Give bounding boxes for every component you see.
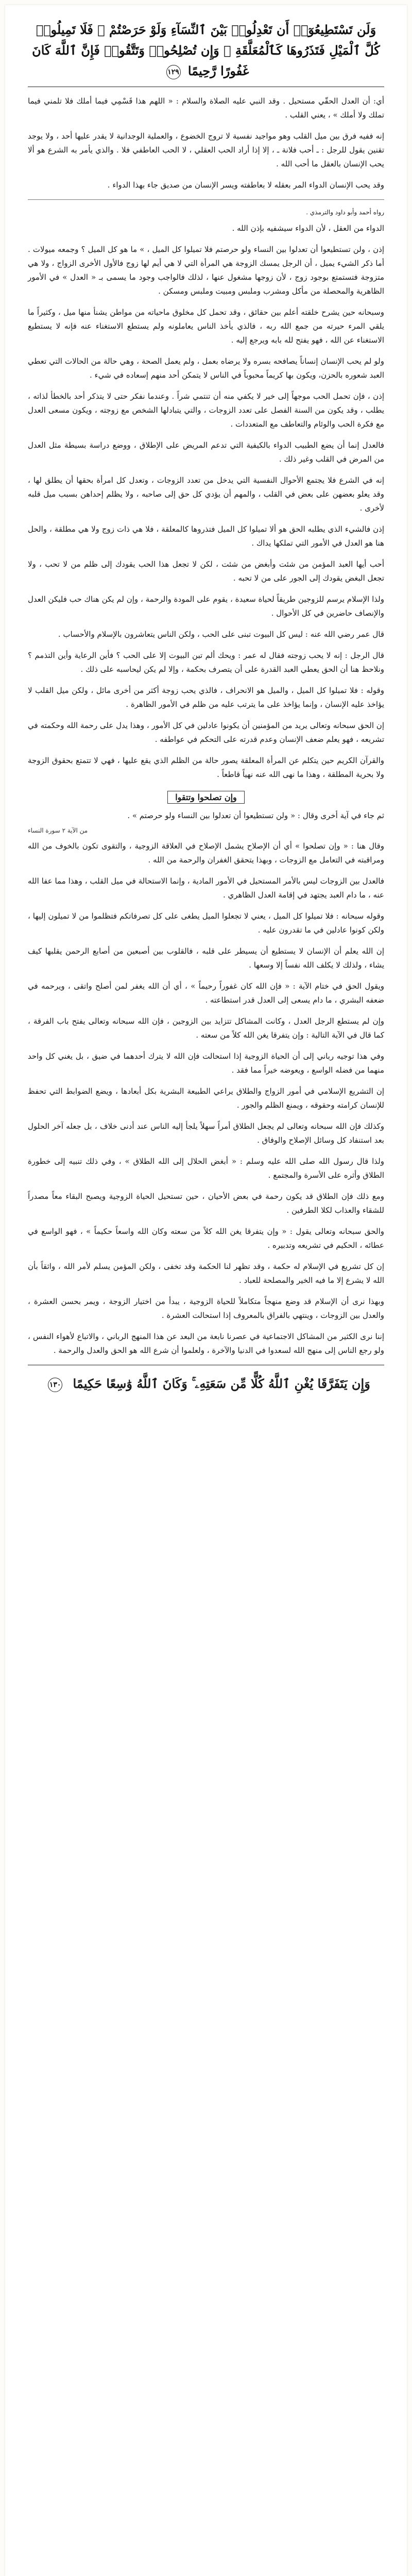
paragraph: ثم جاء في آية أخرى وقال : « ولن تستطيعوا أن تعدلوا بين النساء ولو حرصتم » . xyxy=(127,811,384,820)
paragraph: وقوله : فلا تميلوا كل الميل ، والميل هو الانحراف ، فالذي يحب زوجة أكثر من أخرى مائل ، ولكن ميل القلب لا يؤاخذ عليه الإنسان ، وإنما يؤاخذ على ما يترتب عليه من ظلم في الأمور الظاهرة . xyxy=(28,686,384,709)
paragraph: وسبحانه حين يشرح خلقته أعلم بين حقائق ، وقد تحمل كل مخلوق ماحياته من مواطن يشنأ منها ميل ، وكثيراً ما يلقي المرء حيرته من جمع الله ربه ، فالذي يأخذ الناس يعاملونه ولم يستطع الاستغناء عنه فإنه لا يستطيع الاستغناء عن الله ، فهو يفتح لله بابه ويرجع إليه . xyxy=(28,308,384,345)
paragraph: إذن ، فإن تحمل الحب موجهاً إلى خير لا يكفي منه أن تنتمي شراً . وعندما نفكر حتى لا يتذكر أحد بالخطأ لذاته ، يطلب ، وقد يكون من السنة الفصل على تعدد الزوجات ، والتي يتبادلها الشخص مع زوجته ، ويكون مسعى العدل مع فكرة الحب والوئام والتعاطف مع المتعددات . xyxy=(28,392,384,429)
verse-top-text: وَلَن تَسْتَطِيعُوٓا۟ أَن تَعْدِلُوا۟ بَيْنَ ٱلنِّسَآءِ وَلَوْ حَرَصْتُمْ ۖ فَلَا تَمِيلُوا۟ كُلَّ ٱلْمَيْلِ فَتَذَرُوهَا كَٱلْمُعَلَّقَةِ ۚ وَإِن تُصْلِحُوا۟ وَتَتَّقُوا۟ فَإِنَّ ٱللَّهَ كَانَ غَفُورًا رَّحِيمًا xyxy=(32,22,380,78)
paragraph: فالعدل بين الزوجات ليس بالأمر المستحيل في الأمور المادية ، وإنما الاستحالة في ميل القلب ، وهذا مما عفا الله عنه ، ما دام العبد يجتهد في إقامة العدل الظاهري . xyxy=(28,876,384,900)
paragraph: فالعدل إنما أن يضع الطبيب الدواء بالكيفية التي تدعم المريض على الإطلاق ، ووضع دراسة بسيطة مثل العدل من المرض في القلب وغير ذلك . xyxy=(28,440,384,464)
paragraph: والحق سبحانه وتعالى يقول : « وإن يتفرقا يغن الله كلاً من سعته وكان الله واسعاً حكيماً » ، فهو الواسع في عطائه ، الحكيم في تشريعه وتدبيره . xyxy=(28,1227,384,1250)
paragraph: ومع ذلك فإن الطلاق قد يكون رحمة في بعض الأحيان ، حين تستحيل الحياة الزوجية ويصبح البقاء معاً مصدراً للشقاء والعذاب لكلا الطرفين . xyxy=(28,1192,384,1215)
paragraph-intro-2: إنه ففيه فرق بين ميل القلب وهو مواجيد نفسية لا تروج الخضوع ، والعملية الوجدانية لا يقدر عليها أحد ، ولا يوجد تقنين يقول للرجل : ـ أحب فلانة ـ ، إلا إذا أراد الحب العقلي ، لا الحب العاطفي فلا . والذي يأمر به الشرع هو ألا يحب الإنسان بالعقل ما أحب الله . xyxy=(28,131,384,168)
paragraph: ولو لم يحب الإنسان إنساناً يصافحه بسره ولا يرضاه بعمل ، ولم يعمل الصحة ، وهي حالة من الحالات التي تعطي العبد شعوره بالحزن، ويكون بها كريماً محبوباً في الناس لا يتمكن أحد منهم إسعاده في شيء . xyxy=(28,357,384,380)
paragraph: وقال هنا : « وإن تصلحوا » أي أن الإصلاح يشمل الإصلاح في العلاقة الزوجية ، والتقوى تكون بالخوف من الله ومراقبته في التعامل مع الزوجات ، وبهذا يتحقق الغفران والرحمة من الله . xyxy=(28,841,384,865)
paragraph-intro: أي: أن العدل الحقّي مستحيل . وقد النبي عليه الصلاة والسلام : « اللهم هذا قَسْمِي فيما أملك فلا تلمني فيما تملك ولا أملك » ، يعني القلب . xyxy=(28,96,384,120)
paragraph: إذن ، ولن تستطيعوا أن تعدلوا بين النساء ولو حرصتم فلا تميلوا كل الميل ، » ما هو كل الميل ؟ وجمعه ميولات . أما ذكر الشيء يميل ، أن الرجل يمسك الزوجة هي المرأة التي لا هي أيم لها زوج فالأول الأخرى الزواج ، ولا هي متزوجة فتستمتع بوجود زوج ، لأن زوجها مشغول عنها ، لذلك فالواجب وجود ما يسمى بـ « العدل » في الأمور الظاهرية والمحصلة من مأكل ومشرب وملبس ومبيت وملبس ومسكن . xyxy=(28,245,384,296)
footnote-divider xyxy=(28,199,384,200)
paragraph: أحب أيها العبد المؤمن من شئت وأبغض من شئت ، لكن لا تجعل هذا الحب يقودك إلى ظلم من لا تحب ، ولا تجعل البغض يقودك إلى الجور على من لا تحبه . xyxy=(28,560,384,583)
section-banner: وإن تصلحوا وتتقوا xyxy=(167,791,245,804)
verse-number-mark: ١٢٩ xyxy=(166,65,181,79)
paragraph: قال الرجل : إنه لا يحب زوجته فقال له عمر : ويحك ألم تبن البيوت إلا على الحب ؟ فأين الرعاية وأين التذمم ؟ ونلاحظ هنا أن الحق يعطي العبد القدرة على أن يتصرف بحكمة ، وإلا لم يكن ليحاسبه على ذلك . xyxy=(28,651,384,674)
paragraph: إن الحق سبحانه وتعالى يريد من المؤمنين أن يكونوا عادلين في كل الأمور ، وهذا يدل على رحمة الله وحكمته في تشريعه ، فهو يعلم ضعف الإنسان وعدم قدرته على التحكم في عواطفه . xyxy=(28,721,384,744)
paragraph: والقرآن الكريم حين يتكلم عن المرأة المعلقة يصور حالة من الظلم الذي يقع عليها ، فهي لا تتمتع بحقوق الزوجة ولا بحرية المطلقة ، وهذا ما نهى الله عنه نهياً قاطعاً . xyxy=(28,756,384,779)
paragraph: ولذا قال رسول الله صلى الله عليه وسلم : « أبغض الحلال إلى الله الطلاق » ، وفي ذلك تنبيه إلى خطورة الطلاق وأثره على الأسرة والمجتمع . xyxy=(28,1157,384,1180)
paragraph: إن كل تشريع في الإسلام له حكمة ، وقد تظهر لنا الحكمة وقد تخفى ، ولكن المؤمن يسلم لأمر الله ، واثقاً بأن الله لا يشرع إلا ما فيه الخير والمصلحة للعباد . xyxy=(28,1262,384,1285)
paragraph: وإن لم يستطع الرجل العدل ، وكانت المشاكل تتزايد بين الزوجين ، فإن الله سبحانه وتعالى يفتح باب الفرقة ، كما قال في الآية التالية : وإن يتفرقا يغن الله كلاً من سعته . xyxy=(28,1016,384,1040)
paragraph: إذن فالشيء الذي يطلبه الحق هو ألا تميلوا كل الميل فتذروها كالمعلقة ، فلا هي ذات زوج ولا هي مطلقة ، والحل هنا هو العدل في الأمور التي تملكها يداك . xyxy=(28,524,384,548)
paragraph: إنه في الشرع فلا يجتمع الأحوال النفسية التي يدخل من تعدد الزوجات ، وتعدل كل امرأة بحقها أن يطلق لها ، وقد يعلو بعضهن على بعض في القلب ، والمهم أن يؤدي كل حق إلى صاحبه ، ولا يظلم إحداهن بسبب ميل قلبه لأخرى . xyxy=(28,476,384,513)
paragraph: إن الله يعلم أن الإنسان لا يستطيع أن يسيطر على قلبه ، فالقلوب بين أصبعين من أصابع الرحمن يقلبها كيف يشاء ، ولذلك لا يكلف الله نفساً إلا وسعها . xyxy=(28,946,384,970)
quran-verse-bottom xyxy=(32,1372,380,1395)
footnote: رواه أحمد وأبو داود والترمذي . xyxy=(306,209,384,216)
paragraph: وبهذا نرى أن الإسلام قد وضع منهجاً متكاملاً للحياة الزوجية ، يبدأ من اختيار الزوجة ، ويمر بحسن العشرة ، والعدل بين الزوجات ، وينتهي بالفراق بالمعروف إذا استحالت العشرة . xyxy=(28,1297,384,1320)
paragraph: قال عمر رضي الله عنه : ليس كل البيوت تبنى على الحب ، ولكن الناس يتعاشرون بالإسلام والأحساب . xyxy=(58,630,384,639)
verse-number-mark: ١٣٠ xyxy=(48,1378,62,1392)
section-banner-wrap xyxy=(28,789,384,809)
verse-reference: من الآية ٢ سورة النساء xyxy=(28,827,88,834)
paragraph: إننا نرى الكثير من المشاكل الاجتماعية في عصرنا نابعة من البعد عن هذا المنهج الرباني ، والاتباع لأهواء النفس ، ولو رجع الناس إلى منهج الله لسعدوا في الدنيا والآخرة ، ولعلموا أن شرع الله هو الحق والعدل والرحمة . xyxy=(28,1332,384,1355)
paragraph: وقوله سبحانه : فلا تميلوا كل الميل ، يعني لا تجعلوا الميل يطغى على كل تصرفاتكم فتظلموا من لا تميلون إليها ، ولكن كونوا عادلين في ما تقدرون عليه . xyxy=(28,911,384,935)
paragraph: إن التشريع الإسلامي في أمور الزواج والطلاق يراعي الطبيعة البشرية بكل أبعادها ، ويضع الضوابط التي تحفظ للإنسان كرامته وحقوقه ، ويمنع الظلم والجور . xyxy=(28,1087,384,1110)
quran-verse-top xyxy=(31,20,381,81)
paragraph-intro-3: وقد يحب الإنسان الدواء المر بعقله لا بعاطفته ويسر الإنسان من صديق جاء بهذا الدواء . xyxy=(107,180,384,190)
document-page xyxy=(5,5,407,2576)
paragraph: الدواء من العقل ، لأن الدواء سيشفيه بإذن الله . xyxy=(232,224,384,233)
verse-bottom-text: وَإِن يَتَفَرَّقَا يُغْنِ ٱللَّهُ كُلًّا مِّن سَعَتِهِۦ ۚ وَكَانَ ٱللَّهُ وَٰسِعًا حَكِيمًا xyxy=(73,1376,370,1391)
paragraph: وفي هذا توجيه رباني إلى أن الحياة الزوجية إذا استحالت فإن الله لا يترك أحدهما في ضيق ، بل يغني كل واحد منهما من فضله الواسع ، ويعوضه خيراً مما فقد . xyxy=(28,1052,384,1075)
paragraph: ولذا الإسلام يرسم للزوجين طريقاً لحياة سعيدة ، يقوم على المودة والرحمة ، وإن لم يكن هناك حب فليكن العدل والإنصاف حاضرين في كل الأحوال . xyxy=(28,595,384,618)
paragraph: ويقول الحق في ختام الآية : « فإن الله كان غفوراً رحيماً » ، أي أن الله يغفر لمن أصلح واتقى ، ويرحمه في ضعفه البشري ، ما دام يسعى إلى العدل قدر استطاعته . xyxy=(28,981,384,1005)
paragraph: وكذلك فإن الله سبحانه وتعالى لم يجعل الطلاق أمراً سهلاً يلجأ إليه الناس عند أدنى خلاف ، بل جعله آخر الحلول بعد استنفاد كل وسائل الإصلاح والوفاق . xyxy=(28,1122,384,1145)
